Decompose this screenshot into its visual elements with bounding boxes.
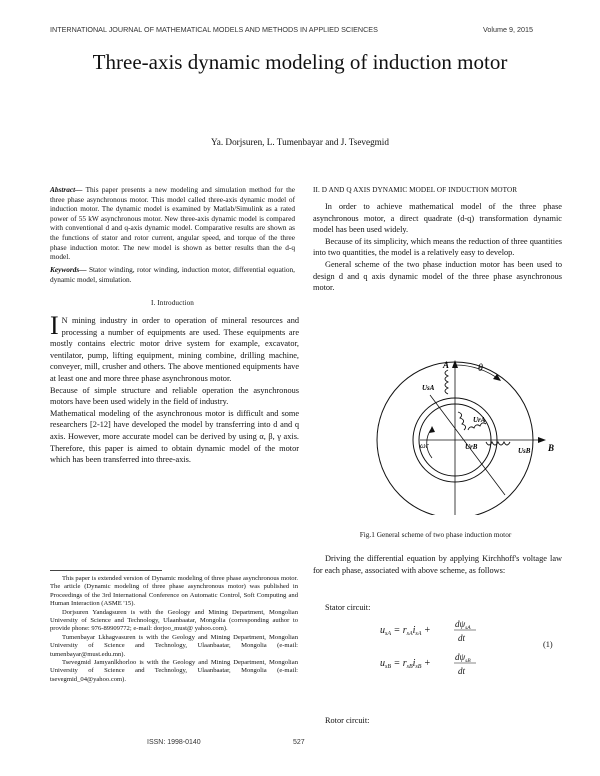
keywords-text: Stator winding, rotor winding, induction motor, differential equation, dynamic model, simulation. (50, 265, 295, 284)
abstract-label: Abstract— (50, 185, 83, 194)
rotor-circuit-label: Rotor circuit: (325, 716, 370, 725)
footnote-3: Tumenbayar Lkhagvasuren is with the Geology and Mining Department, Mongolian University of Science and Technology, Ulaanbaatar, Mongolia (e-mail: tumenbayar@must.edu.mn). (50, 633, 298, 658)
equation-1 (380, 616, 490, 686)
section-2-heading: II. D AND Q AXIS DYNAMIC MODEL OF INDUCTION MOTOR (313, 186, 518, 194)
after-figure-text: Driving the differential equation by applying Kirchhoff's voltage law for each phase, associated with above scheme, as follows: (313, 554, 562, 575)
stator-circuit-label: Stator circuit: (325, 603, 371, 612)
section-1-body (50, 311, 299, 466)
label-ura: UrA (473, 416, 486, 424)
label-a: A (443, 360, 450, 370)
equation-number: (1) (543, 640, 553, 649)
theta-arrow (493, 374, 501, 381)
svg-text:usB = rsBisB +: $u_{sB} = r_{sB}i_{sB}$ + (380, 658, 431, 670)
footnote-1: This paper is extended version of Dynamic modeling of three phase asynchronous motor. The article (Dynamic modeling of three phase asynchronous motor) was published in Proceedings of the 3rd International Conference on Automatic Control, Soft Computing and Human Interaction (ASME '15). (50, 575, 298, 608)
label-theta: θ (478, 363, 483, 374)
issn-footer: ISSN: 1998-0140 (147, 739, 201, 746)
stator-coil-a (445, 370, 448, 394)
section-2-p2: Because of its simplicity, which means the reduction of three quantities into two quantities, the model is a relatively easy to develop. (313, 236, 562, 258)
rotor-coil-a (458, 412, 466, 430)
page-number: 527 (293, 739, 305, 746)
journal-header: INTERNATIONAL JOURNAL OF MATHEMATICAL MODELS AND METHODS IN APPLIED SCIENCES (50, 25, 378, 34)
paper-title: Three-axis dynamic modeling of induction motor (92, 50, 508, 74)
label-b: B (548, 443, 555, 453)
section-1-p3: Mathematical modeling of the asynchronous motor is difficult and some researchers [2-12] have developed the model by transferring into d and q axis. However, more accurate model can be derived by using α, β, γ axis. Therefore, this paper is aimed to obtain dynamic model of the motor which has been transferred into three-axis. (50, 408, 299, 465)
keywords (50, 265, 295, 284)
label-usb: UsB (518, 447, 531, 455)
svg-text:dψsB: $d\psi_{sB}$ (455, 652, 471, 664)
omega-arrow (429, 426, 435, 433)
footnote-2: Dorjsuren Yandagsuren is with the Geology and Mining Department, Mongolian University of Science and Technology, Ulaanbaatar, Mongolia (corresponding author to provide phone: 976-89909772; e-mail: dorjoo_must@ yahoo.com). (50, 608, 298, 633)
section-1-p2: Because of simple structure and reliable operation the asynchronous motors have been used widely in the field of industry. (50, 385, 299, 407)
footnotes (50, 575, 298, 684)
abstract (50, 185, 295, 262)
axis-a-arrow (452, 360, 458, 368)
section-2-body (313, 201, 562, 294)
svg-text:dψsA: $d\psi_{sA}$ (455, 619, 471, 631)
section-2-p1: In order to achieve mathematical model of the three phase asynchronous motor, a direct quadrate (d-q) transformation dynamic model has been used widely. (313, 202, 562, 235)
footnote-4: Tsevegmid Jamyanlkhorloo is with the Geology and Mining Department, Mongolian University of Science and Technology, Ulaanbaatar, Mongolia (e-mail: tsevegmid_04@yahoo.com). (50, 659, 298, 683)
figure-caption: Fig.1 General scheme of two phase induction motor (359, 530, 512, 539)
keywords-label: Keywords— (50, 265, 87, 274)
figure-1 (360, 350, 560, 515)
label-omega: ωr (420, 441, 429, 450)
section-1-heading: I. Introduction (150, 299, 195, 307)
axis-b-arrow (538, 437, 546, 443)
volume-header: Volume 9, 2015 (483, 25, 533, 34)
svg-text:dt: dt (458, 633, 466, 643)
authors: Ya. Dorjsuren, L. Tumenbayar and J. Tsevegmid (211, 137, 389, 147)
svg-text:usA = rsAisA +: $u_{sA} = r_{sA}i_{sA}$ + (380, 625, 431, 637)
section-2-p3: General scheme of the two phase induction motor has been used to design d and q axis dynamic model of the three phase asynchronous motor. (313, 259, 562, 293)
label-usa: UsA (422, 384, 435, 392)
footnote-rule (50, 570, 162, 571)
section-1-p1: N mining industry in order to operation of mineral resources and processing a number of equipments are used. These equipments are mostly contains electric motor drive system for example, excavator, ventilator, pump, lifting equipment, mining combine, drilling machine, conveyer, mill, crusher and others. The above mentioned equipments have at least one and more three phase asynchronous motor. (50, 316, 299, 383)
stator-coil-b (486, 442, 510, 445)
svg-text:dt: dt (458, 666, 466, 676)
label-urb: UrB (465, 443, 478, 451)
drop-cap: I (50, 311, 59, 340)
abstract-text: This paper presents a new modeling and simulation method for the three phase asynchronous motor. This model called three-axis dynamic model of induction motor. The dynamic model is examined by Matlab/Simulink as a rated power of 55 kW asynchronous motor. New three-axis dynamic model is compared with conventional d and q-axis dynamic model. Comparative results are shown as the functions of stator and rotor current, angular speed, and torque of the three phase induction motor. The new model is shown as better results than the d-q model. (50, 185, 295, 262)
